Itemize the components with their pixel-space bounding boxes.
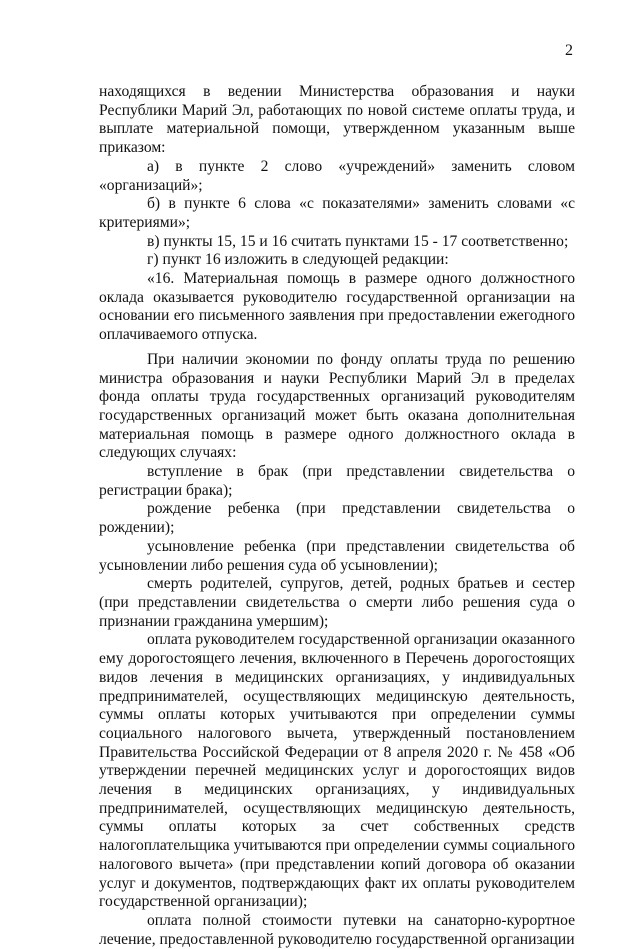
paragraph: При наличии экономии по фонду оплаты труда по решению министра образования и науки Республики Марий Эл в пределах фонда оплаты труда государственных организаций руководителям государственных организаций может быть оказана дополнительная материальная помощь в размере одного должностного оклада в следующих случаях: <box>99 350 575 462</box>
paragraph: вступление в брак (при представлении свидетельства о регистрации брака); <box>99 463 575 499</box>
paragraph: смерть родителей, супругов, детей, родных братьев и сестер (при представлении свидетельства о смерти либо решения суда о признании гражданина умершим); <box>99 575 575 630</box>
paragraph: находящихся в ведении Министерства образования и науки Республики Марий Эл, работающих по новой системе оплаты труда, и выплате материальной помощи, утвержденном указанным выше приказом: <box>99 83 575 157</box>
paragraph: а) в пункте 2 слово «учреждений» заменить словом «организаций»; <box>99 157 575 194</box>
document-body <box>99 83 575 949</box>
page-number: 2 <box>565 42 573 59</box>
paragraph: рождение ребенка (при представлении свидетельства о рождении); <box>99 500 575 537</box>
paragraph: усыновление ребенка (при представлении свидетельства об усыновлении либо решения суда об усыновлении); <box>99 537 575 574</box>
paragraph: «16. Материальная помощь в размере одного должностного оклада оказывается руководителю государственной организации на основании его письменного заявления при предоставлении ежегодного оплачиваемого отпуска. <box>99 270 575 344</box>
paragraph: г) пункт 16 изложить в следующей редакции: <box>147 251 449 269</box>
paragraph: в) пункты 15, 15 и 16 считать пунктами 15 - 17 соответственно; <box>147 232 569 250</box>
paragraph: оплата полной стоимости путевки на санаторно-курортное лечение, предоставленной руководителю государственной организации <box>99 911 575 948</box>
paragraph: б) в пункте 6 слова «с показателями» заменить словами «с критериями»; <box>99 195 575 231</box>
paragraph: оплата руководителем государственной организации оказанного ему дорогостоящего лечения, включенного в Перечень дорогостоящих видов лечения в медицинских организациях, у индивидуальных предпринимателей, осуществляющих медицинскую деятельность, суммы оплаты которых учитываются при определении суммы социального налогового вычета, утвержденный постановлением Правительства Российской Федерации от 8 апреля 2020 г. № 458 «Об утверждении перечней медицинских услуг и дорогостоящих видов лечения в медицинских организациях, у индивидуальных предпринимателей, осуществляющих медицинскую деятельность, суммы оплаты которых за счет собственных средств налогоплательщика учитываются при определении суммы социального налогового вычета» (при представлении копий договора об оказании услуг и документов, подтверждающих факт их оплаты руководителем государственной организации); <box>99 631 575 911</box>
